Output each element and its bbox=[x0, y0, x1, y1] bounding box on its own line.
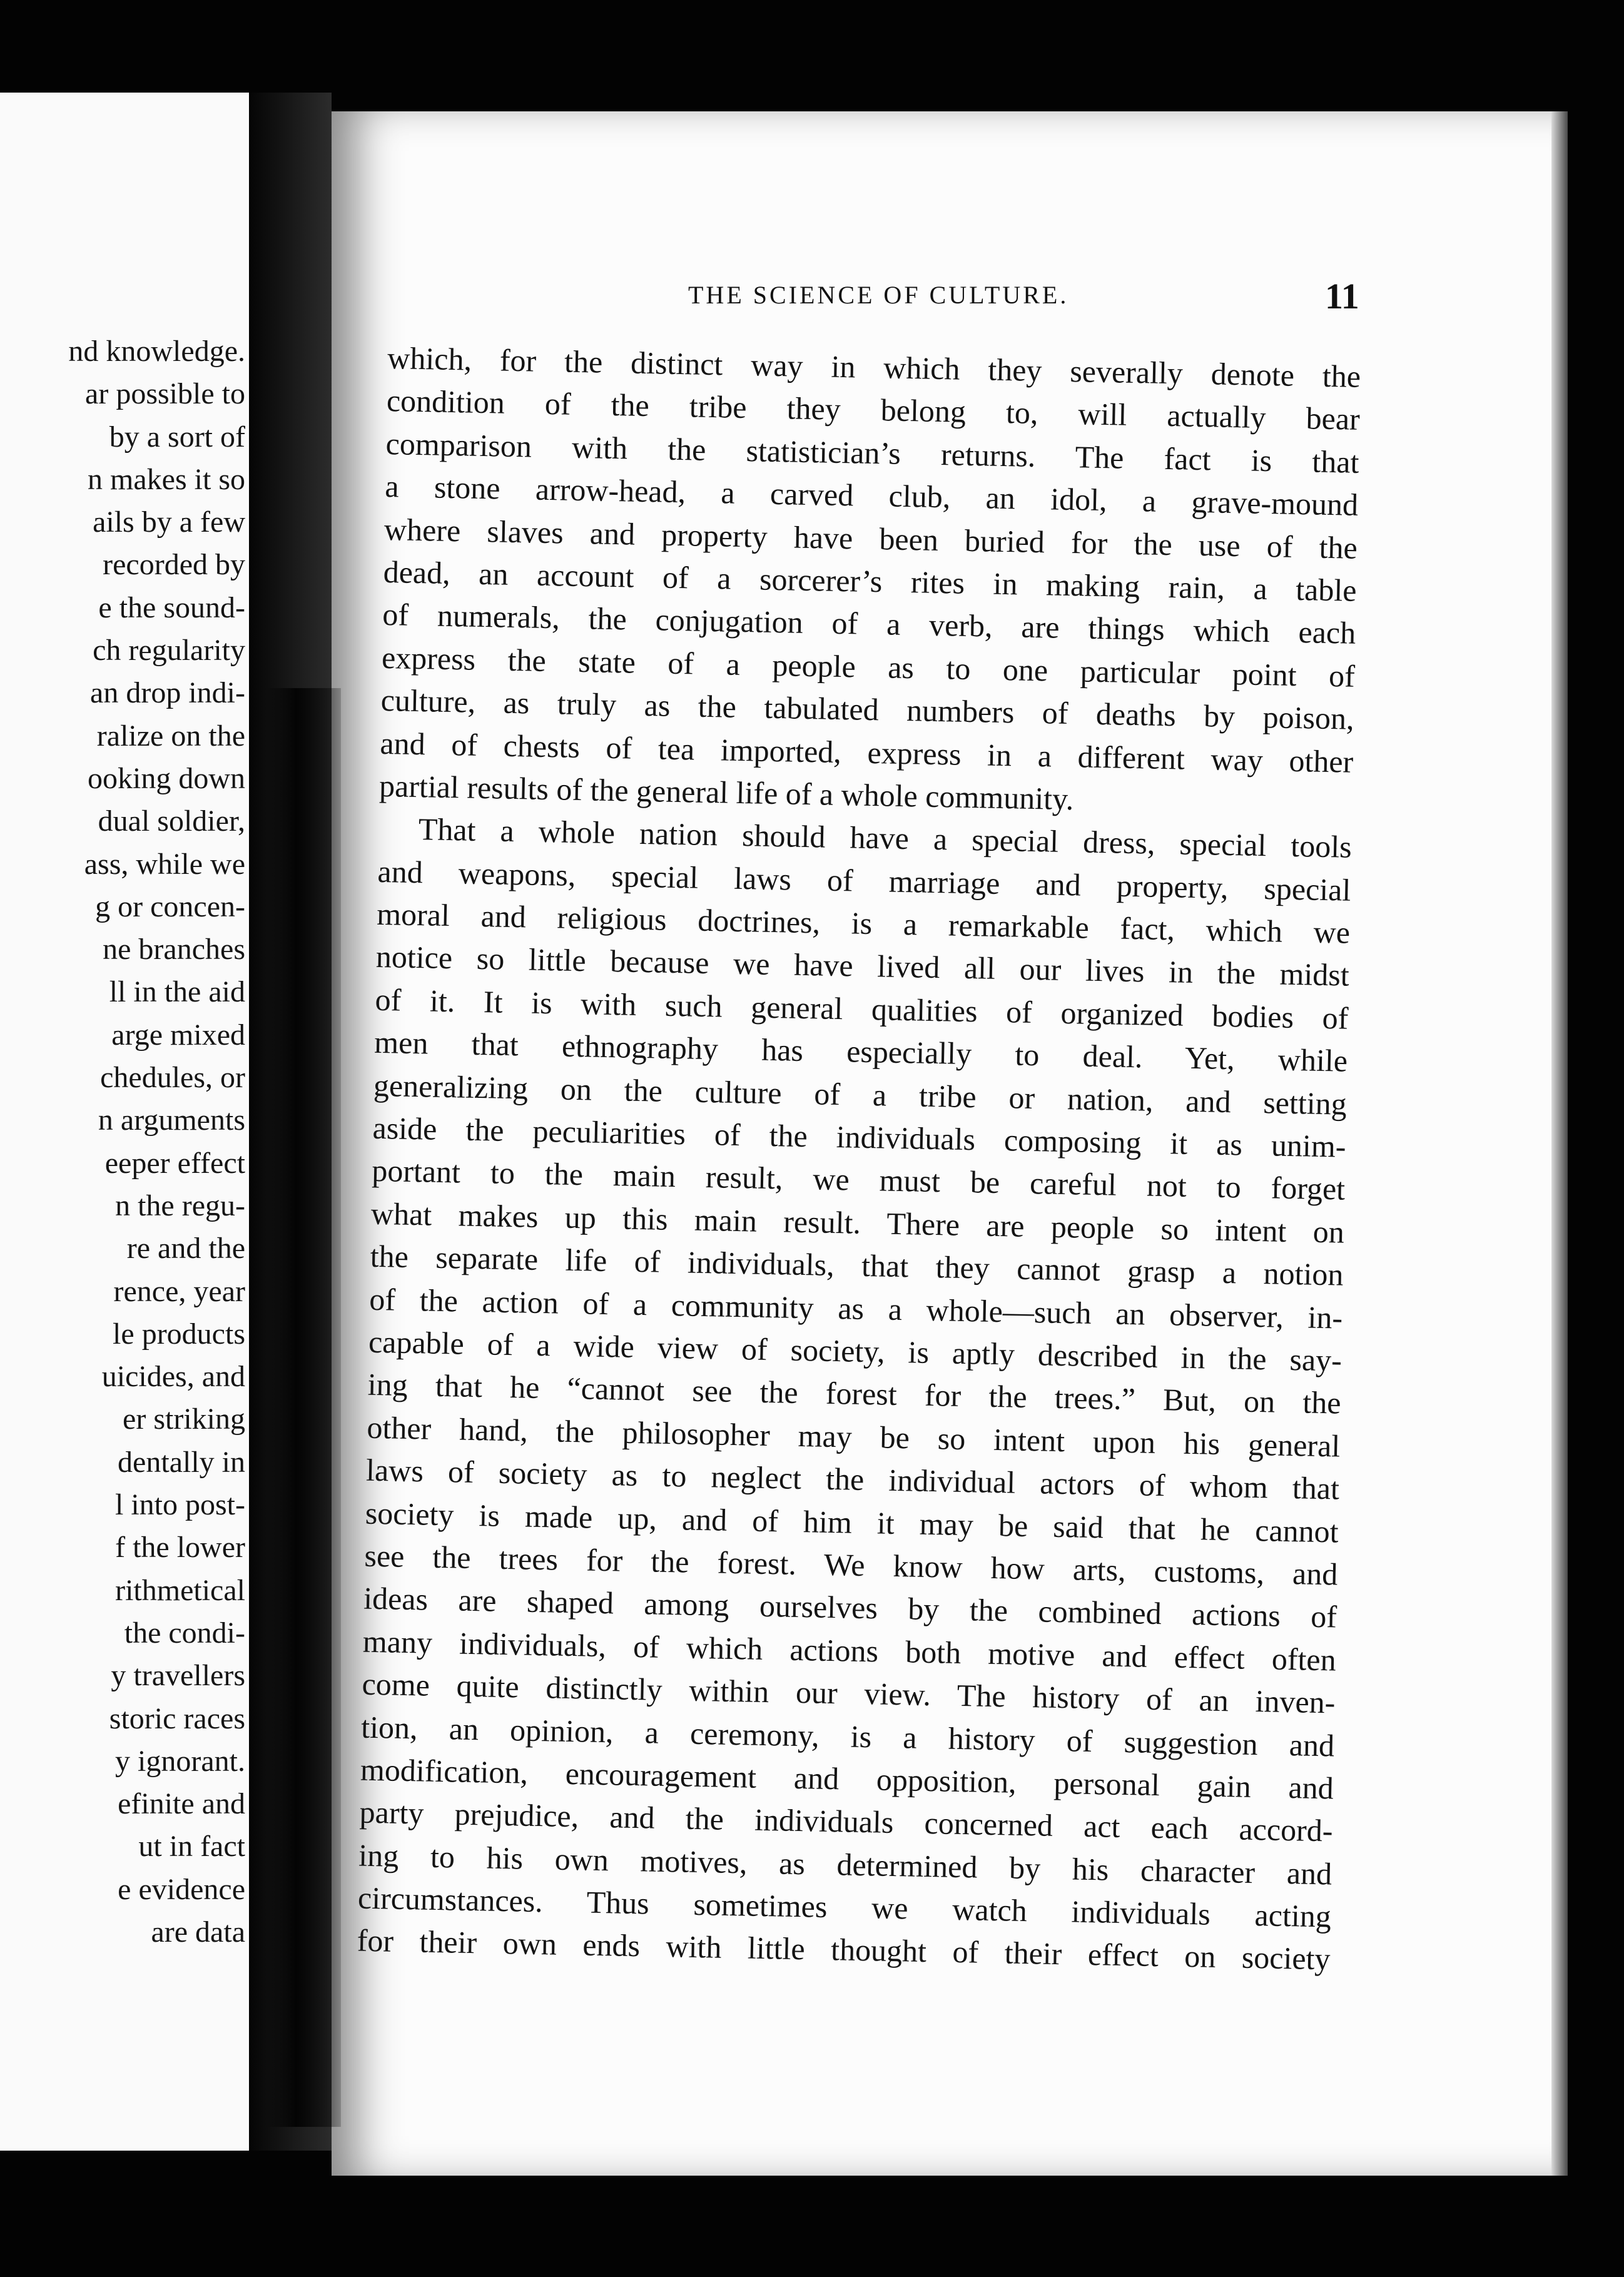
left-page-line: ll in the aid bbox=[109, 975, 245, 1009]
left-page-line: y travellers bbox=[111, 1659, 245, 1693]
text-line: generalizing on the culture of a tribe or nation, and setting bbox=[373, 1067, 1347, 1122]
left-page-line: g or concen- bbox=[95, 890, 245, 923]
left-page-line: nd knowledge. bbox=[68, 335, 245, 368]
text-line: the separate life of individuals, that they cannot grasp a notion bbox=[370, 1238, 1344, 1292]
left-page-line: arge mixed bbox=[111, 1018, 245, 1052]
left-page-line: dentally in bbox=[118, 1445, 245, 1479]
text-line: laws of society as to neglect the individual actors of whom that bbox=[365, 1452, 1340, 1506]
text-line: condition of the tribe they belong to, will actually bear bbox=[386, 383, 1361, 437]
left-page-line: chedules, or bbox=[100, 1061, 245, 1095]
left-page-line: dual soldier, bbox=[98, 804, 245, 838]
running-head: THE SCIENCE OF CULTURE. bbox=[688, 281, 1069, 309]
left-page-line: rithmetical bbox=[115, 1573, 245, 1607]
left-page-line: an drop indi- bbox=[90, 676, 245, 710]
right-page-edge bbox=[1551, 111, 1568, 2176]
text-line: which, for the distinct way in which they severally denote the bbox=[387, 340, 1361, 394]
left-page-line: n makes it so bbox=[88, 462, 245, 496]
text-line: partial results of the general life of a whole community. bbox=[378, 768, 1074, 817]
left-page-line: n arguments bbox=[98, 1103, 245, 1137]
left-page-text bbox=[68, 330, 245, 1954]
text-line: capable of a wide view of society, is aptly described in the say- bbox=[368, 1324, 1342, 1378]
text-line: other hand, the philosopher may be so intent upon his general bbox=[366, 1409, 1341, 1464]
text-line: ing that he “cannot see the forest for the trees.” But, on the bbox=[367, 1367, 1342, 1421]
left-page-line: ralize on the bbox=[96, 719, 245, 753]
text-line: express the state of a people as to one particular point of bbox=[381, 639, 1356, 694]
text-line: of it. It is with such general qualities of organized bodies of bbox=[375, 981, 1349, 1036]
left-page-line: the condi- bbox=[124, 1616, 245, 1650]
text-line: That a whole nation should have a special dress, special tools bbox=[418, 811, 1352, 865]
left-page-line: are data bbox=[151, 1915, 245, 1949]
text-line: where slaves and property have been buried for the use of the bbox=[383, 511, 1358, 565]
text-line: party prejudice, and the individuals concerned act each accord- bbox=[359, 1794, 1333, 1848]
text-line: what makes up this main result. There are people so intent on bbox=[370, 1195, 1345, 1250]
left-page-line: e evidence bbox=[118, 1872, 245, 1906]
text-line: and of chests of tea imported, express in a different way other bbox=[379, 725, 1354, 779]
left-page-line: ooking down bbox=[88, 761, 245, 795]
left-page-line: eeper effect bbox=[104, 1146, 245, 1180]
left-page-line: ut in fact bbox=[138, 1830, 245, 1864]
left-page-line: ch regularity bbox=[93, 634, 245, 667]
text-line: many individuals, of which actions both motive and effect often bbox=[362, 1623, 1337, 1678]
left-page-line: re and the bbox=[126, 1232, 245, 1265]
left-page-line: e the sound- bbox=[98, 591, 245, 624]
text-line: ideas are shaped among ourselves by the combined actions of bbox=[363, 1580, 1337, 1635]
text-line: culture, as truly as the tabulated numbers of deaths by poison, bbox=[380, 682, 1355, 736]
gutter-shadow bbox=[266, 688, 341, 2127]
left-page-line: n the regu- bbox=[115, 1189, 245, 1222]
left-page-line: by a sort of bbox=[109, 420, 245, 454]
left-page-line: recorded by bbox=[103, 548, 245, 582]
left-page-line: storic races bbox=[109, 1701, 245, 1735]
text-line: comparison with the statistician’s returns. The fact is that bbox=[385, 425, 1359, 480]
text-line: aside the peculiarities of the individuals composing it as unim- bbox=[372, 1110, 1346, 1164]
text-line: men that ethnography has especially to deal. Yet, while bbox=[373, 1025, 1348, 1078]
left-page-line: er striking bbox=[123, 1402, 245, 1436]
text-line: of the action of a community as a whole—such an observer, in- bbox=[368, 1281, 1343, 1336]
text-line: for their own ends with little thought of their effect on society bbox=[357, 1922, 1331, 1977]
left-page-line: ne branches bbox=[103, 933, 245, 966]
text-line: of numerals, the conjugation of a verb, are things which each bbox=[382, 597, 1356, 651]
text-line: modification, encouragement and opposition, personal gain and bbox=[360, 1752, 1334, 1806]
text-line: come quite distinctly within our view. The history of an inven- bbox=[362, 1666, 1336, 1720]
left-page bbox=[0, 93, 249, 2151]
text-line: circumstances. Thus sometimes we watch individuals acting bbox=[357, 1880, 1332, 1934]
text-line: dead, an account of a sorcerer’s rites in making rain, a table bbox=[383, 554, 1358, 608]
left-page-line: rence, year bbox=[113, 1274, 245, 1308]
left-page-line: y ignorant. bbox=[115, 1744, 245, 1778]
left-page-line: ar possible to bbox=[85, 377, 245, 411]
left-page-line: l into post- bbox=[114, 1488, 245, 1522]
text-line: tion, an opinion, a ceremony, is a history of suggestion and bbox=[360, 1709, 1335, 1763]
left-page-line: ass, while we bbox=[84, 847, 245, 881]
text-line: moral and religious doctrines, is a remarkable fact, which we bbox=[376, 896, 1351, 950]
text-line: society is made up, and of him it may be said that he cannot bbox=[365, 1495, 1339, 1549]
left-page-line: le products bbox=[113, 1317, 245, 1351]
left-page-line: f the lower bbox=[115, 1531, 245, 1564]
left-page-line: ails by a few bbox=[93, 505, 245, 539]
text-line: and weapons, special laws of marriage and property, special bbox=[377, 853, 1351, 908]
body-text bbox=[357, 337, 1361, 1980]
page-number: 11 bbox=[1325, 276, 1359, 317]
text-line: notice so little because we have lived all our lives in the midst bbox=[375, 939, 1350, 993]
text-line: see the trees for the forest. We know how arts, customs, and bbox=[364, 1538, 1338, 1592]
text-line: a stone arrow-head, a carved club, an idol, a grave-mound bbox=[384, 469, 1359, 522]
left-page-line: uicides, and bbox=[101, 1360, 245, 1394]
text-line: portant to the main result, we must be careful not to forget bbox=[371, 1153, 1346, 1207]
left-page-line: efinite and bbox=[118, 1787, 245, 1821]
text-line: ing to his own motives, as determined by his character and bbox=[358, 1837, 1332, 1892]
